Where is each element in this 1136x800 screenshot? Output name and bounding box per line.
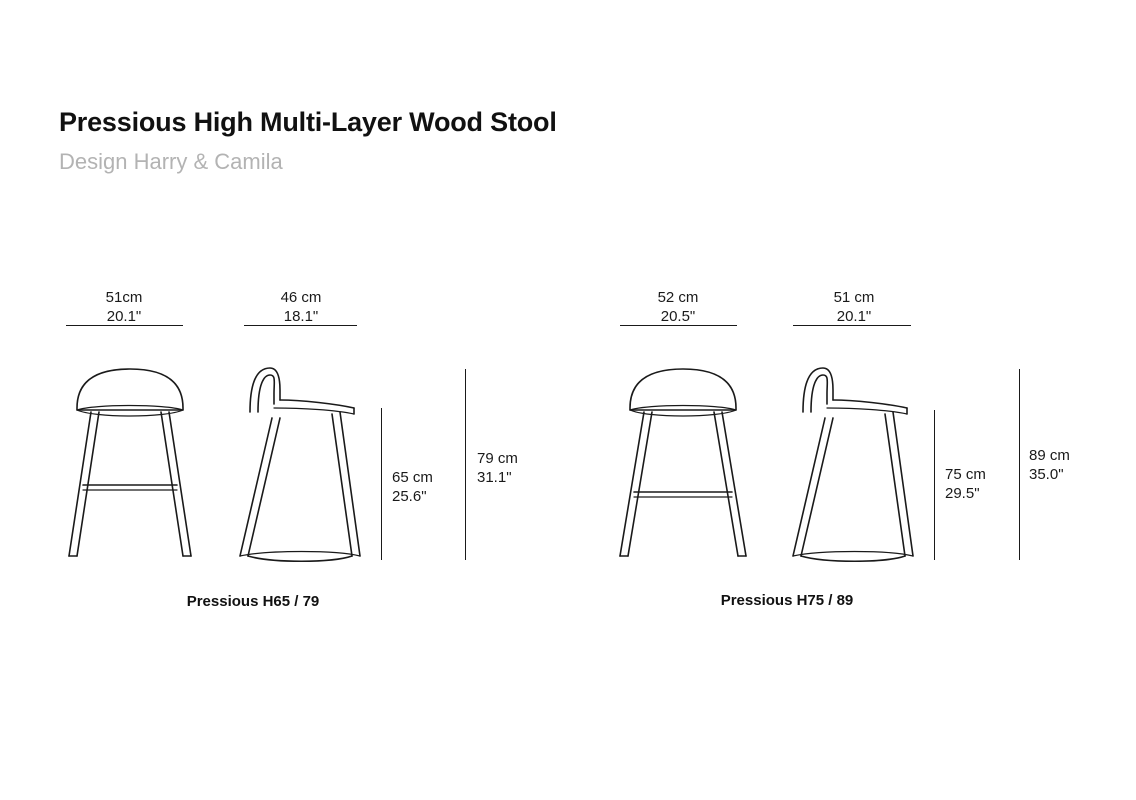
page-subtitle: Design Harry & Camila [59, 149, 283, 174]
caption-h75-89: Pressious H75 / 89 [720, 592, 854, 609]
stool-front-view-h75 [608, 360, 758, 565]
dimension-rule-seat-h65 [381, 408, 382, 560]
dimension-rule-front-h75 [620, 325, 737, 326]
dimension-rule-side-h65 [244, 325, 357, 326]
dimension-width-side-h75: 51 cm 20.1" [833, 289, 875, 325]
dimension-width-front-h75: 52 cm 20.5" [657, 289, 699, 325]
page-title: Pressious High Multi-Layer Wood Stool [59, 107, 557, 137]
dimension-rule-side-h75 [793, 325, 911, 326]
dimension-seat-height-h65: 65 cm 25.6" [392, 469, 433, 505]
dimension-seat-height-h75: 75 cm 29.5" [945, 466, 986, 502]
caption-h65-79: Pressious H65 / 79 [186, 593, 320, 610]
dimension-rule-seat-h75 [934, 410, 935, 560]
dimension-rule-front-h65 [66, 325, 183, 326]
dimension-overall-height-h89: 89 cm 35.0" [1029, 447, 1070, 483]
dimension-overall-height-h79: 79 cm 31.1" [477, 450, 518, 486]
dimension-width-side-h65: 46 cm 18.1" [280, 289, 322, 325]
dimension-width-front-h65: 51cm 20.1" [105, 289, 143, 325]
stool-front-view-h65 [55, 360, 205, 565]
dimension-rule-overall-h79 [465, 369, 466, 560]
stool-side-view-h65 [232, 360, 372, 565]
stool-side-view-h75 [785, 360, 925, 565]
dimension-rule-overall-h89 [1019, 369, 1020, 560]
